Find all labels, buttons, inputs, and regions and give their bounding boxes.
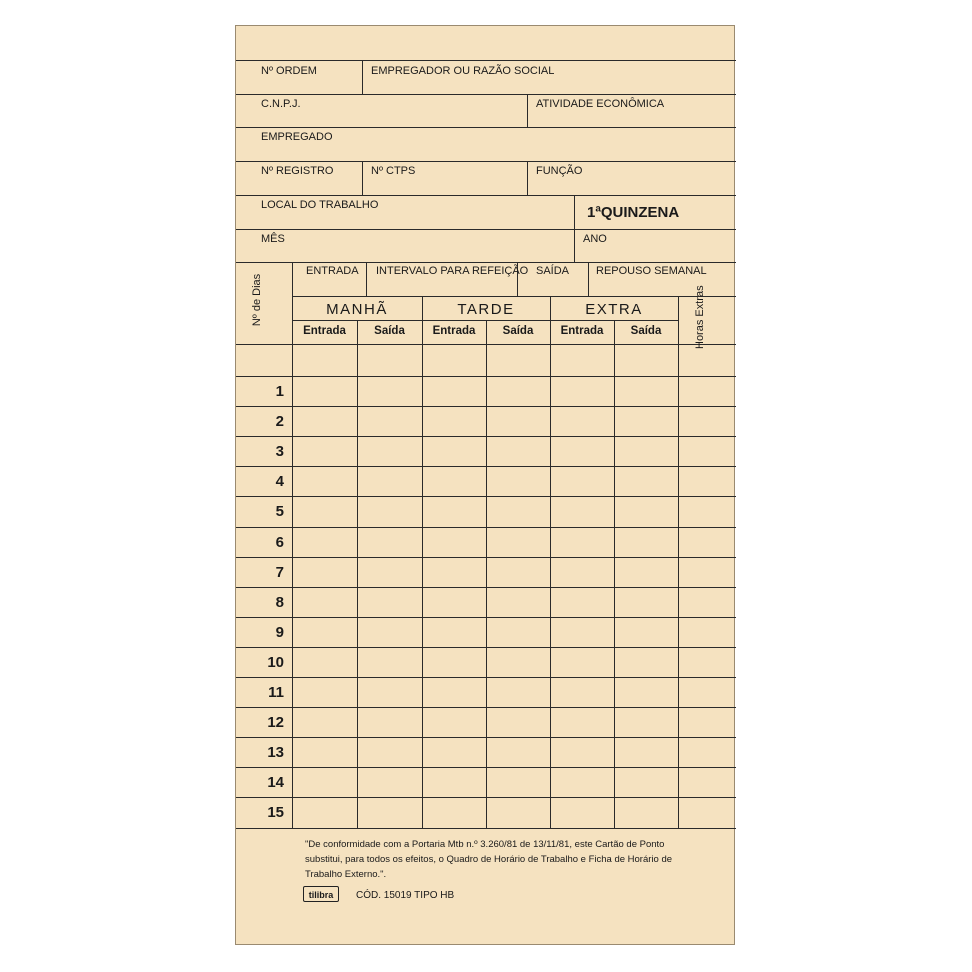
- day-number: 6: [275, 533, 284, 551]
- schedule-intervalo-label: INTERVALO PARA REFEIÇÃO: [376, 265, 529, 277]
- day-number: 13: [267, 744, 284, 762]
- field-n-ctps-label: Nº CTPS: [371, 165, 416, 177]
- schedule-repouso-label: REPOUSO SEMANAL: [596, 265, 707, 277]
- field-n-ordem-label: Nº ORDEM: [261, 65, 317, 77]
- day-number: 8: [275, 593, 284, 611]
- timecard: [235, 25, 735, 945]
- dias-label: Nº de Dias: [251, 273, 263, 327]
- day-number: 4: [275, 473, 284, 491]
- product-code: CÓD. 15019 TIPO HB: [356, 890, 455, 901]
- sub-extra-entrada: Entrada: [560, 325, 604, 337]
- day-number: 15: [267, 804, 284, 822]
- day-number: 5: [275, 503, 284, 521]
- section-manha: MANHÃ: [326, 301, 388, 318]
- field-mes-label: MÊS: [261, 233, 285, 245]
- day-number: 1: [275, 383, 284, 400]
- day-number: 12: [267, 714, 284, 732]
- field-n-registro-label: Nº REGISTRO: [261, 165, 334, 177]
- section-tarde: TARDE: [457, 301, 515, 318]
- section-extra: EXTRA: [585, 301, 643, 318]
- field-empregador-label: EMPREGADOR OU RAZÃO SOCIAL: [371, 65, 555, 77]
- day-number: 3: [275, 443, 284, 461]
- schedule-saida-label: SAÍDA: [536, 265, 570, 277]
- field-ano-label: ANO: [583, 233, 607, 245]
- field-atividade-label: ATIVIDADE ECONÔMICA: [536, 98, 665, 110]
- sub-manha-saida: Saída: [374, 325, 405, 337]
- tilibra-logo: tilibra: [303, 886, 339, 902]
- day-number: 7: [275, 563, 284, 581]
- sub-extra-saida: Saída: [630, 325, 662, 337]
- horas-extras-label: Horas Extras: [694, 285, 706, 349]
- field-empregado-label: EMPREGADO: [261, 131, 333, 143]
- day-number: 9: [275, 623, 284, 641]
- day-number: 2: [275, 413, 284, 431]
- day-number: 10: [267, 653, 284, 671]
- day-number: 14: [267, 774, 284, 792]
- sub-manha-entrada: Entrada: [303, 325, 346, 337]
- schedule-entrada-label: ENTRADA: [306, 265, 359, 277]
- footer-legal-text: "De conformidade com a Portaria Mtb n.º 3.260/81 de 13/11/81, este Cartão de Ponto substitui, para todos os efeitos, o Quadro de Horário de Trabalho e Ficha de Horário de Trabalho Externo.".: [305, 839, 673, 880]
- quinzena-title: 1ªQUINZENA: [587, 204, 680, 221]
- sub-tarde-saida: Saída: [502, 325, 534, 337]
- field-funcao-label: FUNÇÃO: [536, 165, 583, 177]
- field-cnpj-label: C.N.P.J.: [261, 98, 301, 110]
- day-number: 11: [268, 684, 284, 701]
- field-local-label: LOCAL DO TRABALHO: [261, 199, 379, 211]
- sub-tarde-entrada: Entrada: [432, 325, 476, 337]
